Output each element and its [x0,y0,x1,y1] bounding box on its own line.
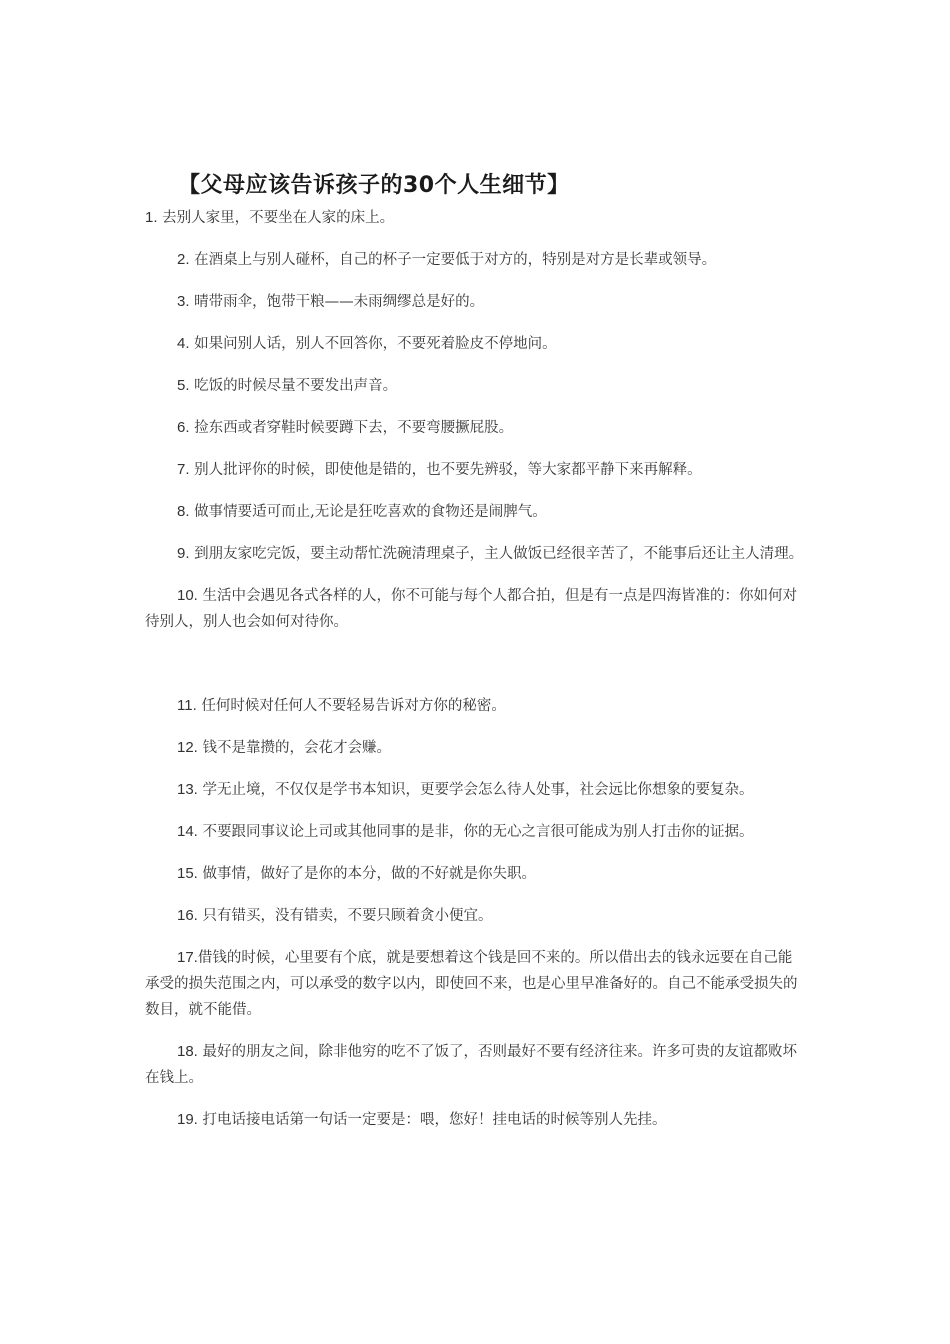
item-text: 捡东西或者穿鞋时候要蹲下去，不要弯腰撅屁股。 [189,420,514,436]
list-item-17 [145,945,805,1023]
list-item-7 [145,457,805,483]
item-number: 18. [177,1043,198,1060]
item-number: 19. [177,1111,198,1128]
item-text: 晴带雨伞，饱带干粮——未雨绸缪总是好的。 [189,294,485,310]
item-number: 17. [177,949,198,966]
item-number: 10. [177,587,198,604]
item-text: 任何时候对任何人不要轻易告诉对方你的秘密。 [196,698,506,714]
item-text: 学无止境，不仅仅是学书本知识，更要学会怎么待人处事，社会远比你想象的要复杂。 [197,782,754,798]
item-text: 在酒桌上与别人碰杯，自己的杯子一定要低于对方的，特别是对方是长辈或领导。 [189,252,717,268]
item-text: 借钱的时候，心里要有个底，就是要想着这个钱是回不来的。所以借出去的钱永远要在自己能承受的损失范围之内，可以承受的数字以内，即使回不来，也是心里早准备好的。自己不能承受损失的数目，就不能借。 [145,950,798,1018]
item-text: 打电话接电话第一句话一定要是：喂，您好！挂电话的时候等别人先挂。 [197,1112,667,1128]
document-body [145,205,805,1149]
list-item-9 [145,541,805,567]
item-number: 11. [177,697,197,714]
list-item-18 [145,1039,805,1091]
list-item-2 [145,247,805,273]
item-text: 钱不是靠攒的，会花才会赚。 [197,740,391,756]
item-number: 1. [145,209,158,226]
item-number: 5. [177,377,190,394]
list-item-10 [145,583,805,635]
item-text: 去别人家里，不要坐在人家的床上。 [157,210,395,226]
list-item-14 [145,819,805,845]
item-number: 12. [177,739,198,756]
item-text: 如果问别人话，别人不回答你，不要死着脸皮不停地问。 [189,336,557,352]
item-number: 8. [177,503,190,520]
item-number: 3. [177,293,190,310]
item-text: 不要跟同事议论上司或其他同事的是非，你的无心之言很可能成为别人打击你的证据。 [197,824,754,840]
item-number: 13. [177,781,198,798]
list-item-6 [145,415,805,441]
item-number: 14. [177,823,198,840]
document-title: 【父母应该告诉孩子的30个人生细节】 [178,173,570,198]
list-item-4 [145,331,805,357]
item-text: 生活中会遇见各式各样的人，你不可能与每个人都合拍，但是有一点是四海皆准的：你如何对待别人，别人也会如何对待你。 [145,588,797,630]
list-item-1 [145,205,805,231]
list-item-13 [145,777,805,803]
item-number: 15. [177,865,198,882]
item-text: 别人批评你的时候，即使他是错的，也不要先辨驳，等大家都平静下来再解释。 [189,462,702,478]
list-item-19 [145,1107,805,1133]
item-number: 7. [177,461,190,478]
item-number: 9. [177,545,190,562]
item-number: 16. [177,907,198,924]
list-item-3 [145,289,805,315]
item-number: 2. [177,251,190,268]
item-text: 吃饭的时候尽量不要发出声音。 [189,378,398,394]
item-text: 做事情要适可而止,无论是狂吃喜欢的食物还是闹脾气。 [189,504,547,520]
list-item-12 [145,735,805,761]
list-item-8 [145,499,805,525]
list-item-5 [145,373,805,399]
list-item-15 [145,861,805,887]
item-text: 只有错买，没有错卖，不要只顾着贪小便宜。 [197,908,493,924]
section-spacer [145,651,805,693]
list-item-11 [145,693,805,719]
item-text: 到朋友家吃完饭，要主动帮忙洗碗清理桌子，主人做饭已经很辛苦了，不能事后还让主人清理。 [189,546,804,562]
item-number: 4. [177,335,190,352]
item-text: 做事情，做好了是你的本分，做的不好就是你失职。 [197,866,536,882]
item-text: 最好的朋友之间，除非他穷的吃不了饭了，否则最好不要有经济往来。许多可贵的友谊都败坏在钱上。 [145,1044,797,1086]
list-item-16 [145,903,805,929]
item-number: 6. [177,419,190,436]
